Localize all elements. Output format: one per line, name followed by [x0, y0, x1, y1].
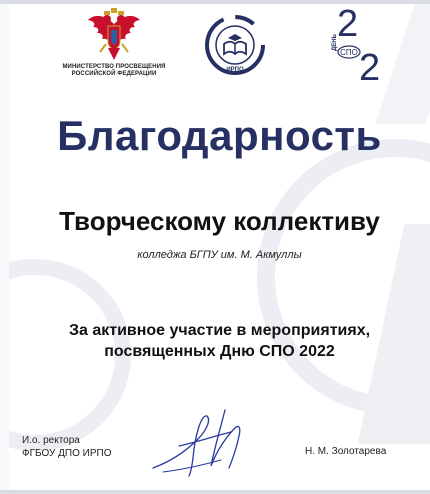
day-number-bottom: 2	[359, 47, 381, 86]
day-label: ДЕНЬ	[332, 34, 338, 51]
reason-line: За активное участие в мероприятиях,	[68, 322, 371, 339]
handwritten-signature	[149, 406, 259, 480]
reason-text	[9, 320, 430, 362]
certificate-title: Благодарность	[57, 112, 382, 159]
ministry-logo	[49, 8, 179, 78]
irpo-label: ИРПО	[226, 67, 244, 73]
signer-position-line1: И.о. ректора	[22, 435, 80, 446]
ministry-name-line2: РОССИЙСКОЙ ФЕДЕРАЦИИ	[71, 71, 157, 77]
reason-line: посвященных Дню СПО 2022	[104, 343, 335, 360]
signer-position-line2: ФГБОУ ДПО ИРПО	[22, 448, 112, 459]
spo-label: СПО	[340, 48, 358, 57]
irpo-logo	[204, 14, 266, 76]
recipient-name: Творческому коллективу	[59, 206, 380, 236]
signer-name: Н. М. Золотарева	[305, 446, 387, 457]
ministry-name-line1: МИНИСТЕРСТВО ПРОСВЕЩЕНИЯ	[62, 64, 166, 70]
double-headed-eagle-icon	[84, 8, 144, 64]
day-spo-logo	[325, 4, 395, 86]
day-number-top: 2	[337, 4, 359, 45]
certificate-sheet	[9, 4, 430, 490]
bottom-strip	[0, 490, 430, 494]
signer-position	[22, 434, 112, 460]
recipient-organization: колледжа БГПУ им. М. Акмуллы	[137, 249, 302, 261]
